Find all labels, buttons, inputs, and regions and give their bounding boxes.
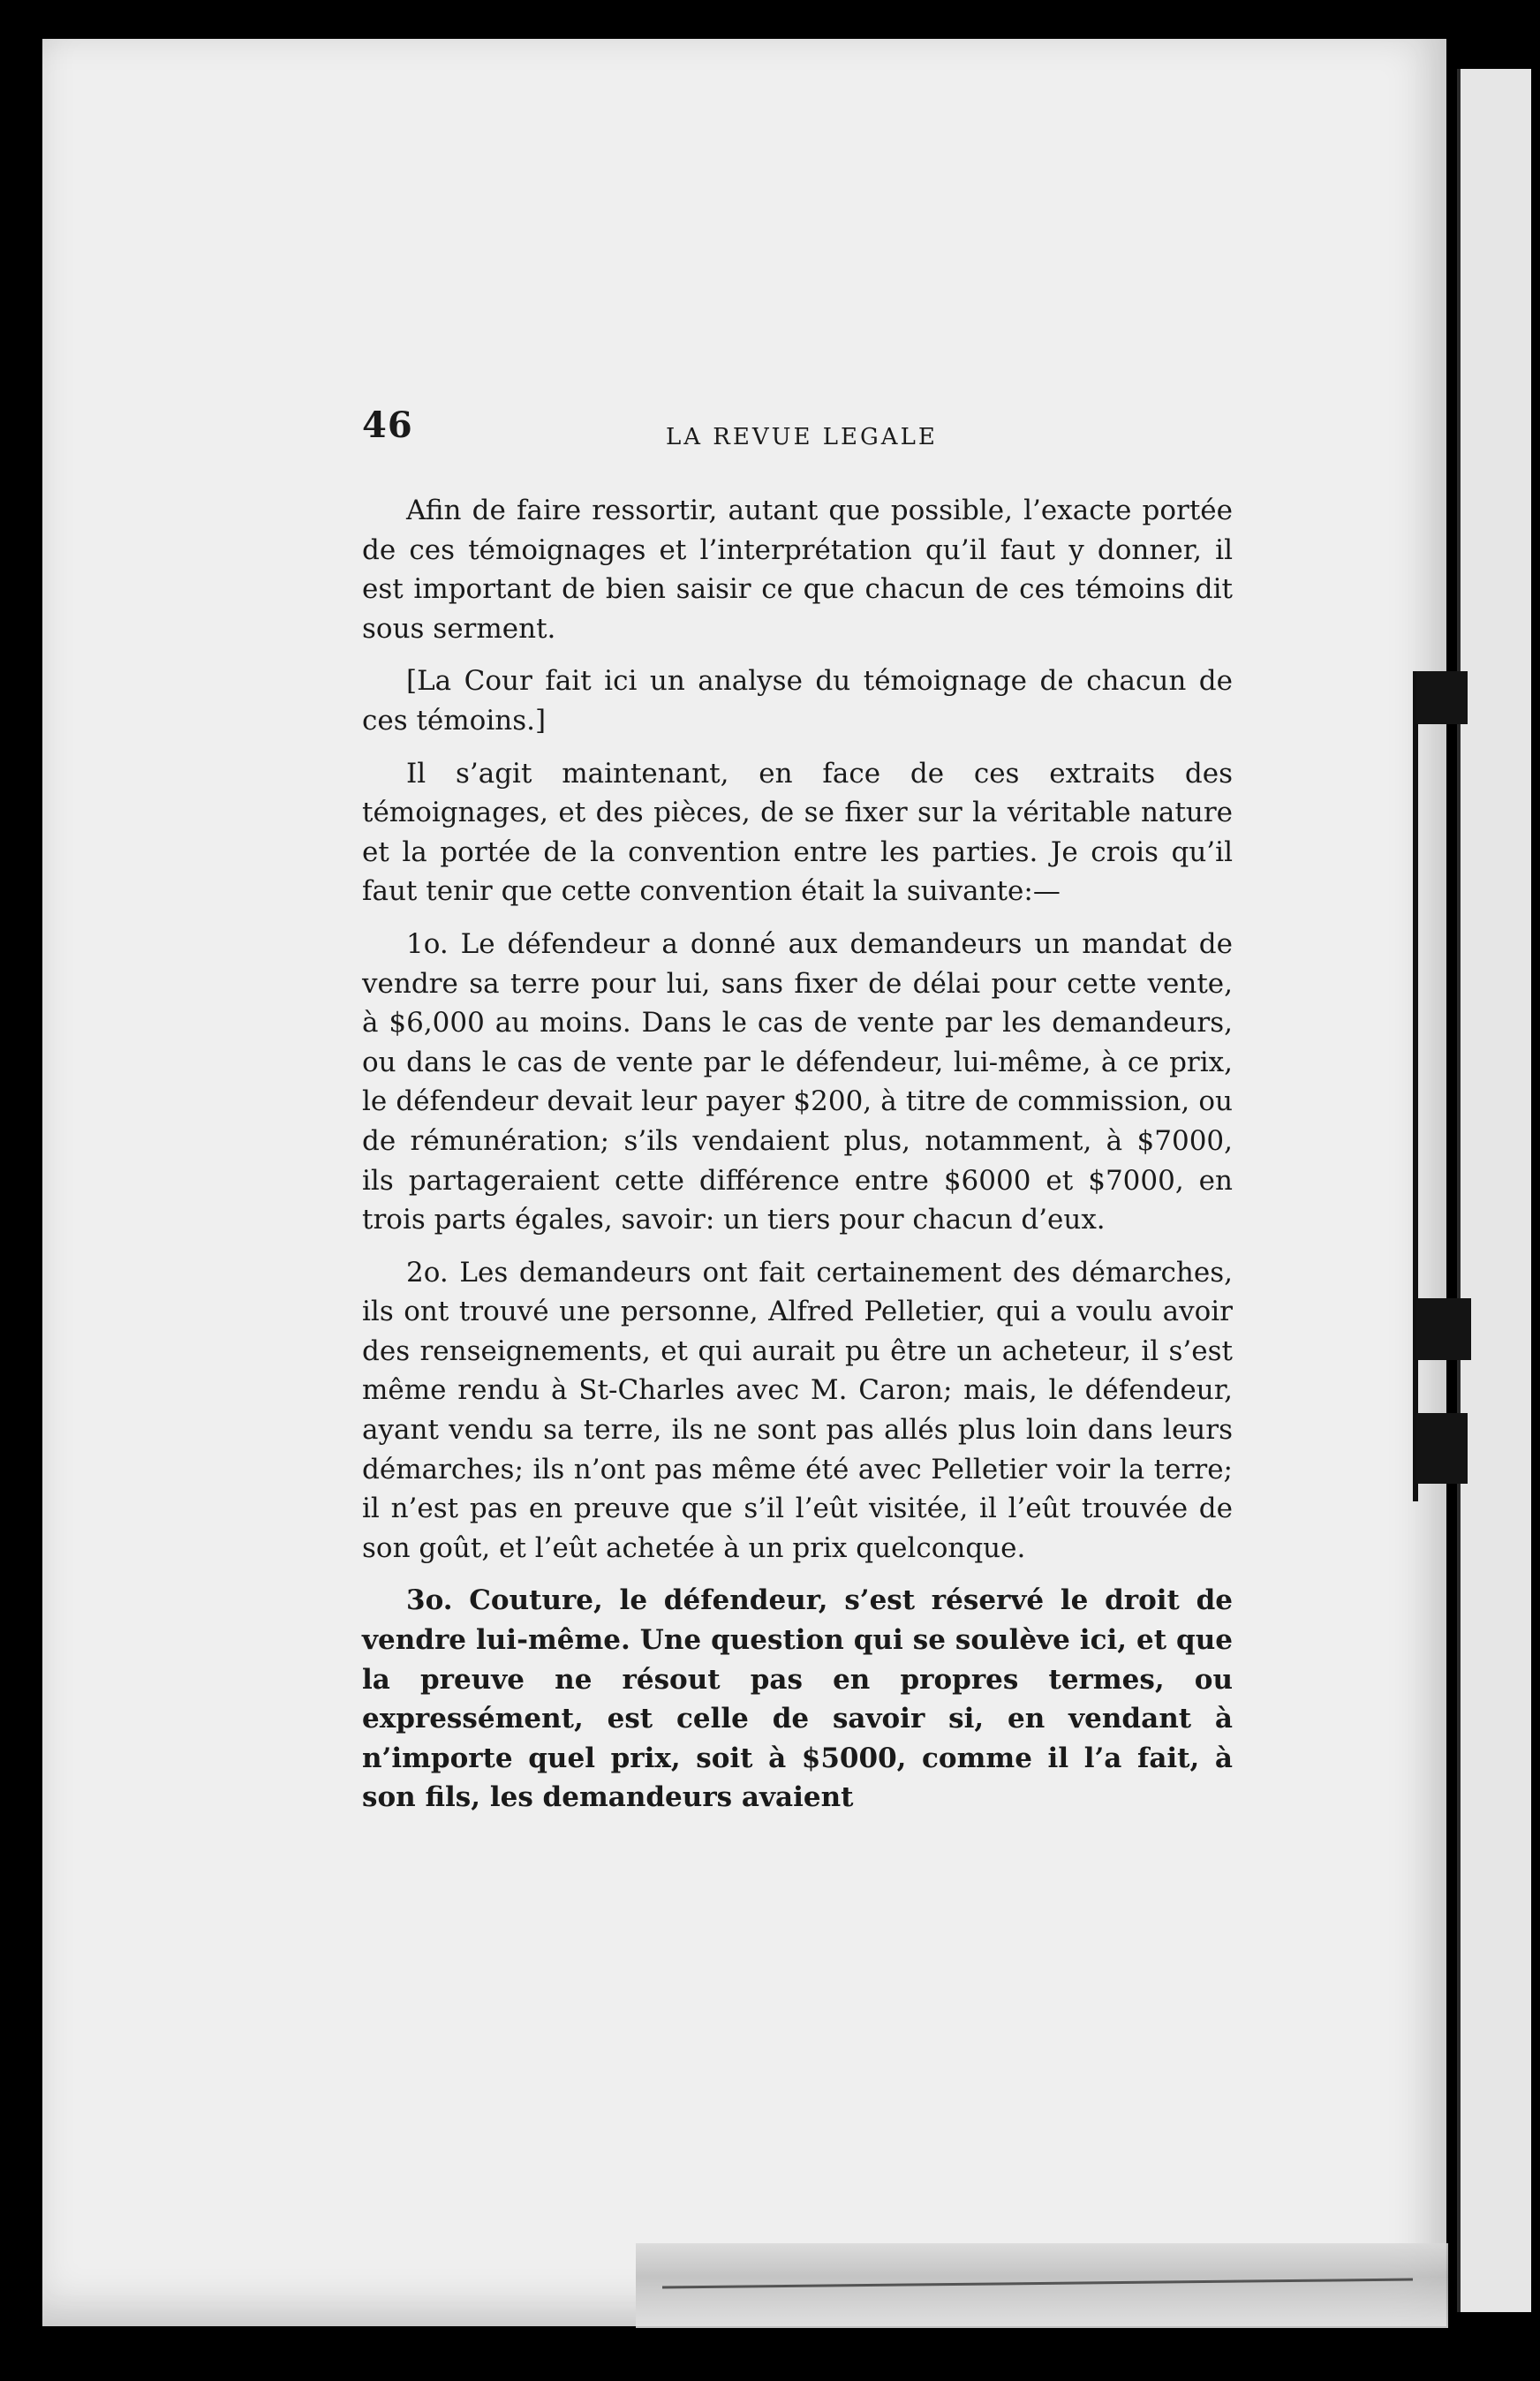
paragraph: 2o. Les demandeurs ont fait certainement des démarches, ils ont trouvé une personne, Alfred Pelletier, qui a voulu avoir des renseignements, et qui aurait pu être un acheteur, il s’est même rendu à St-Charles avec M. Caron; mais, le défendeur, ayant vendu sa terre, ils ne sont pas allés plus loin dans leurs démarches; ils n’ont pas même été avec Pelletier voir la terre; il n’est pas en preuve que s’il l’eût visitée, il l’eût trouvée de son goût, et l’eût achetée à un prix quelconque. — [362, 1256, 1233, 1564]
paragraph: 1o. Le défendeur a donné aux demandeurs un mandat de vendre sa terre pour lui, sans fixer de délai pour cette vente, à $6,000 au moins. Dans le cas de vente par les demandeurs, ou dans le cas de vente par le défendeur, lui-même, à ce prix, le défendeur devait leur payer $200, à titre de commission, ou de rémunération; s’ils vendaient plus, notamment, à $7000, ils partageraient cette différence entre $6000 et $7000, en trois parts égales, savoir: un tiers pour chacun d’eux. — [362, 927, 1233, 1236]
paragraph: Afin de faire ressortir, autant que possible, l’exacte portée de ces témoignages et l’interprétation qu’il faut y donner, il est important de bien saisir ce que chacun de ces témoins dit sous serment. — [362, 495, 1233, 645]
body-text — [362, 491, 1233, 1831]
page-damage — [636, 2243, 1448, 2328]
binding-edge — [1413, 671, 1471, 1501]
binding-tab-top — [1416, 671, 1468, 724]
page-number: 46 — [362, 404, 413, 446]
paragraph: 3o. Couture, le défendeur, s’est réservé le droit de vendre lui-même. Une question qui se soulève ici, et que la preuve ne résout pas en propres termes, ou expressément, est celle de savoir si, en vendant à n’importe quel prix, soit à $5000, comme il l’a fait, à son fils, les demandeurs avaient — [362, 1584, 1233, 1814]
running-head: LA REVUE LEGALE — [666, 424, 938, 450]
paragraph: Il s’agit maintenant, en face de ces extraits des témoignages, et des pièces, de se fixer sur la véritable nature et la portée de la convention entre les parties. Je crois qu’il faut tenir que cette convention était la suivante:— — [362, 757, 1233, 908]
paragraph: [La Cour fait ici un analyse du témoignage de chacun de ces témoins.] — [362, 665, 1233, 737]
binding-tab-bottom — [1416, 1413, 1468, 1484]
binding-tab-middle — [1416, 1298, 1471, 1360]
